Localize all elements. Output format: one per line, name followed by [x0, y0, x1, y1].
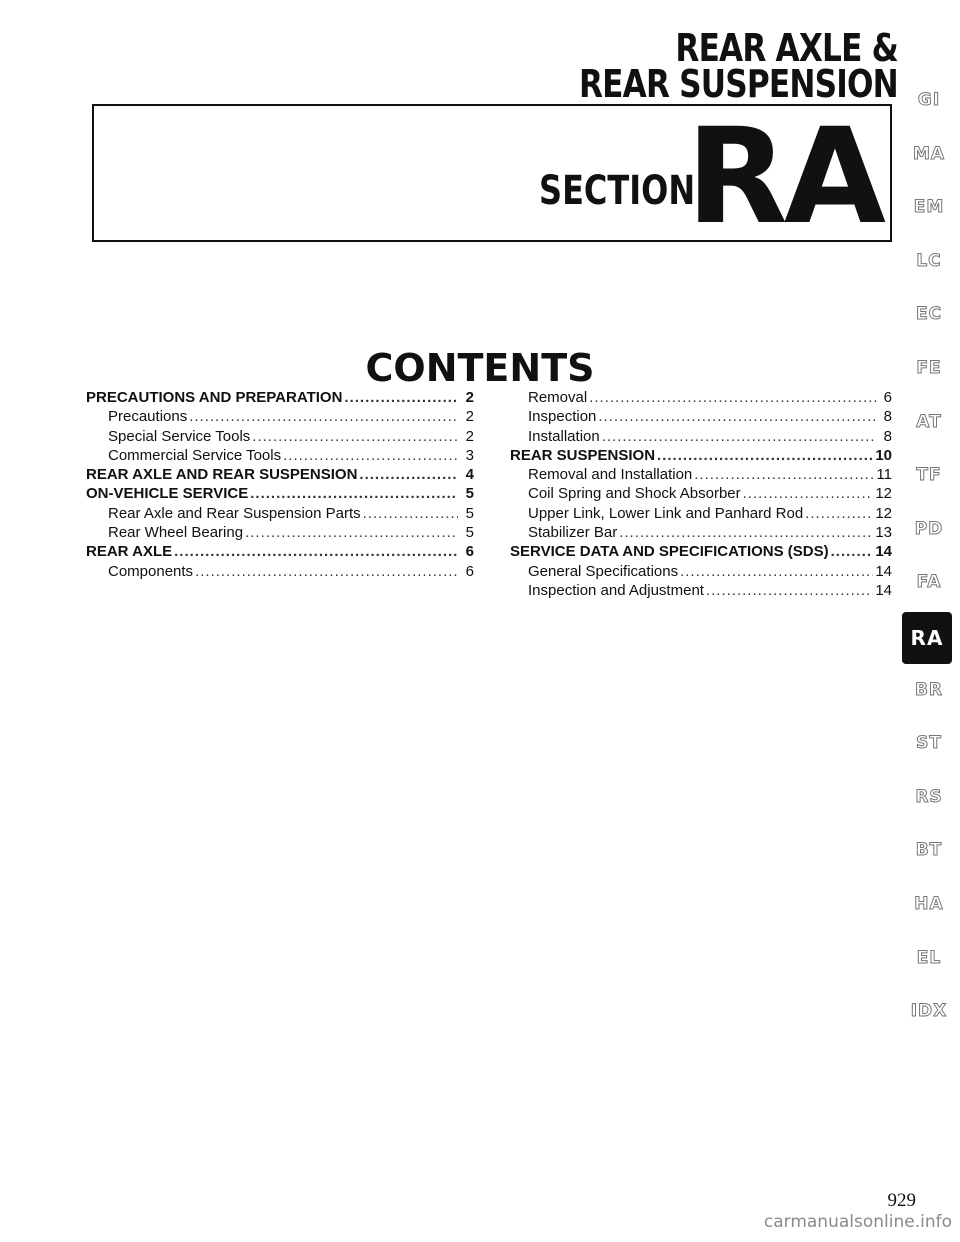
toc-entry[interactable]: [86, 485, 474, 504]
section-title-line1: REAR AXLE &: [675, 26, 898, 70]
toc-leader-dots: [189, 408, 458, 425]
toc-entry[interactable]: [86, 428, 474, 447]
section-tab-em[interactable]: EM: [913, 197, 945, 218]
toc-entry-label: Precautions: [108, 408, 188, 426]
toc-entry-label: Coil Spring and Shock Absorber: [528, 485, 741, 503]
section-title: [579, 26, 898, 106]
section-tab-ra[interactable]: RA: [902, 612, 952, 664]
toc-entry[interactable]: [86, 505, 474, 524]
toc-entry-page: 8: [883, 408, 892, 426]
section-tab-fe[interactable]: FE: [916, 358, 942, 378]
toc-leader-dots: [359, 466, 458, 483]
section-tab-gi[interactable]: GI: [917, 90, 941, 110]
toc-entry-label: General Specifications: [528, 562, 679, 580]
toc-entry[interactable]: [86, 466, 474, 485]
toc-entry-label: SERVICE DATA AND SPECIFICATIONS (SDS): [510, 543, 829, 561]
toc-entry-label: REAR AXLE: [86, 543, 173, 561]
toc-leader-dots: [589, 389, 876, 406]
section-label: SECTION: [538, 168, 695, 214]
section-tab-el[interactable]: EL: [916, 947, 942, 968]
toc-leader-dots: [657, 447, 873, 464]
toc-entry-page: 5: [465, 524, 474, 542]
toc-leader-dots: [743, 485, 874, 502]
toc-leader-dots: [283, 447, 458, 464]
toc-entry-page: 10: [875, 446, 892, 464]
toc-entry[interactable]: [510, 524, 892, 543]
toc-entry-page: 6: [465, 543, 474, 561]
section-tab-pd[interactable]: PD: [914, 518, 944, 539]
toc-entry-page: 13: [875, 524, 892, 542]
toc-entry-label: Upper Link, Lower Link and Panhard Rod: [528, 504, 804, 522]
toc-leader-dots: [245, 524, 458, 541]
section-tab-br[interactable]: BR: [914, 679, 944, 700]
toc-entry-page: 5: [465, 504, 474, 522]
toc-leader-dots: [363, 505, 458, 522]
toc-leader-dots: [706, 582, 873, 599]
toc-entry[interactable]: [86, 524, 474, 543]
section-tab-ma[interactable]: MA: [912, 143, 946, 164]
toc-entry[interactable]: [510, 466, 892, 485]
section-tab-ha[interactable]: HA: [914, 894, 944, 914]
toc-leader-dots: [252, 428, 458, 445]
toc-entry[interactable]: [86, 447, 474, 466]
toc-leader-dots: [694, 466, 874, 483]
section-tab-idx[interactable]: IDX: [910, 1001, 948, 1022]
section-tab-bt[interactable]: BT: [915, 840, 943, 861]
toc-entry-page: 8: [883, 427, 892, 445]
toc-entry-page: 14: [875, 581, 892, 599]
toc-leader-dots: [344, 389, 458, 406]
toc-entry-label: Components: [108, 562, 194, 580]
toc-entry[interactable]: [86, 389, 474, 408]
toc-entry[interactable]: [510, 408, 892, 427]
toc-entry-label: Special Service Tools: [108, 427, 251, 445]
toc-entry-label: Inspection and Adjustment: [528, 581, 704, 599]
toc-entry[interactable]: [86, 563, 474, 582]
watermark: carmanualsonline.info: [763, 1212, 952, 1232]
section-code: RA: [686, 100, 882, 254]
toc-entry-label: ON-VEHICLE SERVICE: [86, 485, 249, 503]
toc-entry[interactable]: [510, 543, 892, 562]
toc-right-column: [510, 389, 892, 601]
toc-entry-page: 2: [465, 389, 474, 406]
toc-entry-label: Installation: [528, 427, 600, 445]
toc-leader-dots: [619, 524, 873, 541]
toc-entry[interactable]: [510, 389, 892, 408]
section-tab-at[interactable]: AT: [916, 411, 942, 432]
toc-left-column: [86, 389, 474, 582]
section-banner: [92, 100, 892, 254]
toc-entry[interactable]: [510, 485, 892, 504]
toc-entry[interactable]: [510, 447, 892, 466]
toc-entry-page: 6: [883, 389, 892, 406]
toc-entry[interactable]: [510, 428, 892, 447]
toc-leader-dots: [831, 543, 874, 560]
section-tab-fa[interactable]: FA: [916, 572, 942, 593]
section-tab-ec[interactable]: EC: [915, 304, 943, 325]
toc-entry[interactable]: [510, 563, 892, 582]
toc-entry[interactable]: [510, 505, 892, 524]
toc-entry-page: 11: [876, 466, 892, 484]
toc-entry-label: Rear Wheel Bearing: [108, 524, 244, 542]
section-tab-st[interactable]: ST: [916, 733, 942, 754]
section-tab-tf[interactable]: TF: [916, 465, 942, 486]
toc-entry[interactable]: [86, 408, 474, 427]
toc-leader-dots: [598, 408, 876, 425]
toc-entry[interactable]: [510, 582, 892, 601]
toc-entry-page: 14: [875, 562, 892, 580]
toc-entry-label: Stabilizer Bar: [528, 524, 618, 542]
toc-entry-page: 2: [465, 408, 474, 426]
toc-entry-label: Removal: [528, 389, 588, 406]
toc-entry-label: Rear Axle and Rear Suspension Parts: [108, 504, 361, 522]
toc-entry-page: 12: [875, 504, 892, 522]
toc-leader-dots: [805, 505, 873, 522]
toc-entry-page: 4: [465, 466, 474, 484]
toc-leader-dots: [250, 485, 458, 502]
toc-entry[interactable]: [86, 543, 474, 562]
toc-entry-label: Inspection: [528, 408, 597, 426]
section-tab-rs[interactable]: RS: [915, 786, 943, 807]
toc-leader-dots: [602, 428, 876, 445]
toc-entry-label: PRECAUTIONS AND PREPARATION: [86, 389, 343, 406]
section-title-line2: REAR SUSPENSION: [579, 62, 898, 106]
page-number: 929: [887, 1190, 916, 1211]
toc-entry-label: Commercial Service Tools: [108, 446, 282, 464]
toc-entry-page: 3: [465, 446, 474, 464]
toc-leader-dots: [195, 563, 458, 580]
toc-leader-dots: [174, 543, 458, 560]
toc-entry-page: 5: [465, 485, 474, 503]
toc-entry-label: REAR AXLE AND REAR SUSPENSION: [86, 466, 358, 484]
toc-entry-page: 6: [465, 562, 474, 580]
contents-heading: CONTENTS: [365, 346, 595, 390]
toc-entry-page: 2: [465, 427, 474, 445]
toc-entry-page: 14: [875, 543, 892, 561]
section-tab-lc[interactable]: LC: [916, 250, 942, 271]
toc-entry-label: REAR SUSPENSION: [510, 446, 656, 464]
toc-entry-page: 12: [875, 485, 892, 503]
toc-leader-dots: [680, 563, 873, 580]
toc-entry-label: Removal and Installation: [528, 466, 693, 484]
